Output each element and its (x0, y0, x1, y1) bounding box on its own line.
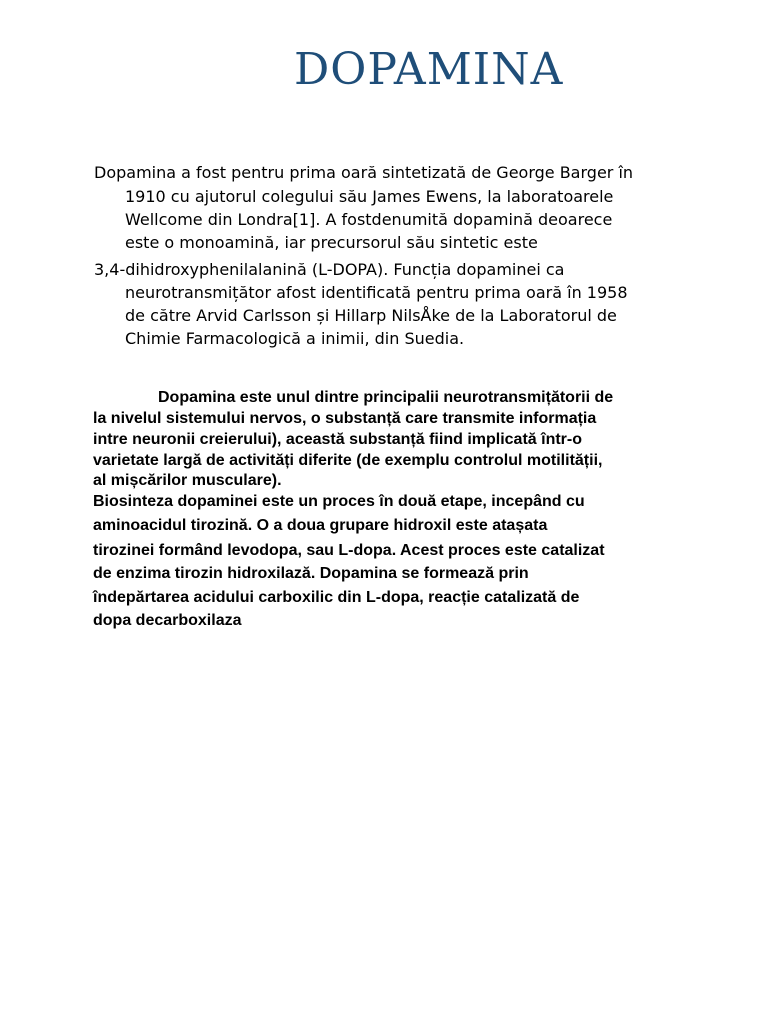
body-line: Dopamina este unul dintre principalii neurotransmițătorii de (158, 389, 614, 406)
document-title: DOPAMINA (294, 44, 564, 95)
body-line: îndepărtarea acidului carboxilic din L-dopa, reacție catalizată de (93, 589, 580, 606)
body-line: la nivelul sistemului nervos, o substanță care transmite informația (93, 410, 597, 427)
body-line: al mișcărilor musculare). (93, 472, 282, 489)
body-line: dopa decarboxilaza (93, 612, 242, 629)
intro-line: Wellcome din Londra[1]. A fostdenumită dopamină deoarece (125, 210, 613, 229)
body-line: intre neuronii creierului), această substanță fiind implicată într-o (93, 431, 582, 448)
intro-line: 1910 cu ajutorul colegului său James Ewens, la laboratoarele (125, 187, 614, 206)
intro-line: neurotransmițător afost identificată pentru prima oară în 1958 (125, 283, 628, 302)
body-line: Biosinteza dopaminei este un proces în două etape, incepând cu (93, 493, 585, 510)
intro-line: este o monoamină, iar precursorul său sintetic este (125, 233, 538, 252)
intro-line: Dopamina a fost pentru prima oară sintetizată de George Barger în (94, 163, 634, 182)
body-line: aminoacidul tirozină. O a doua grupare hidroxil este atașata (93, 517, 548, 534)
body-line: de enzima tirozin hidroxilază. Dopamina se formează prin (93, 565, 529, 582)
body-line: varietate largă de activități diferite (de exemplu controlul motilității, (93, 452, 603, 469)
intro-line: de către Arvid Carlsson și Hillarp NilsÅke de la Laboratorul de (125, 306, 617, 325)
intro-line: 3,4-dihidroxyphenilalanină (L-DOPA). Funcția dopaminei ca (94, 260, 565, 279)
body-line: tirozinei formând levodopa, sau L-dopa. Acest proces este catalizat (93, 542, 605, 559)
intro-line: Chimie Farmacologică a inimii, din Suedia. (125, 329, 465, 348)
